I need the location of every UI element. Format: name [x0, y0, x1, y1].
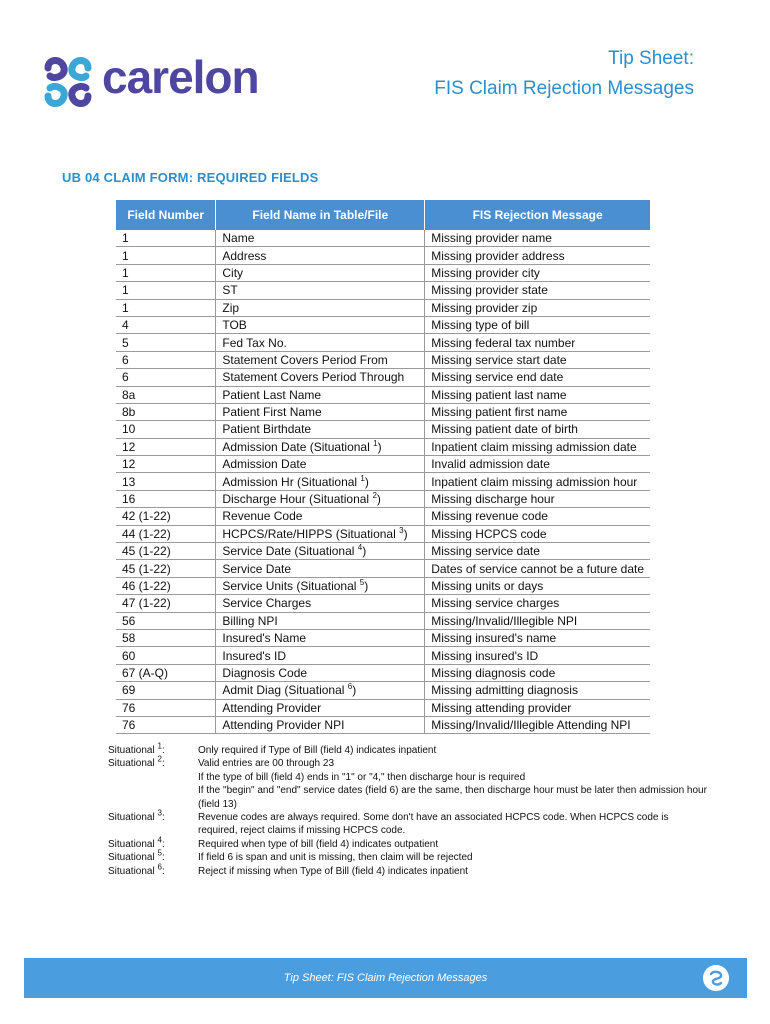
carelon-logo-mark-icon [40, 54, 96, 110]
field-number-cell: 44 (1-22) [116, 525, 216, 542]
rejection-message-cell: Missing provider state [425, 282, 650, 299]
table-row [116, 369, 650, 386]
field-name-cell [216, 612, 425, 629]
rejection-message-cell: Invalid admission date [425, 456, 650, 473]
field-number-cell: 12 [116, 438, 216, 455]
field-number-cell: 1 [116, 264, 216, 281]
footnote-text: Revenue codes are always required. Some don't have an associated HCPCS code. When HCPCS code is required, reject claims if missing HCPCS code. [198, 812, 669, 837]
table-body [116, 230, 650, 734]
field-name-cell: HCPCS/Rate/HIPPS (Situational $^3$) [216, 525, 425, 542]
footnote-number: 4 [157, 835, 162, 845]
field-name-cell [216, 316, 425, 333]
field-number-cell: 13 [116, 473, 216, 490]
footnote-text: Valid entries are 00 through 23 [198, 758, 335, 770]
field-name-text: Patient Birthdate [222, 422, 312, 437]
footnote-number: 6 [157, 862, 162, 872]
field-name-cell [216, 421, 425, 438]
footnote-number: 2 [157, 755, 162, 765]
rejection-message-cell: Missing provider zip [425, 299, 650, 316]
rejection-message-cell: Missing diagnosis code [425, 664, 650, 681]
logo-wordmark: carelon [102, 51, 259, 103]
footnote-text: Only required if Type of Bill (field 4) indicates inpatient [198, 745, 437, 756]
field-name-text: Admission Hr (Situational [222, 474, 358, 489]
field-number-cell: 67 (A-Q) [116, 664, 216, 681]
footnote-text: Required when type of bill (field 4) indicates outpatient [198, 838, 439, 850]
column-header-field-number: Field Number [116, 200, 216, 230]
field-name-text: Service Charges [222, 596, 312, 611]
field-name-text: Patient Last Name [222, 387, 322, 402]
footnote-label: Situational $^2$: [108, 755, 165, 770]
field-name-cell [216, 647, 425, 664]
field-number-cell: 6 [116, 351, 216, 368]
field-name-cell: Admission Hr (Situational $^1$) [216, 473, 425, 490]
table-row [116, 438, 650, 455]
field-name-cell: Admission Date (Situational $^1$) [216, 438, 425, 455]
field-number-cell: 76 [116, 699, 216, 716]
rejection-message-cell: Missing admitting diagnosis [425, 682, 650, 699]
field-name-text: Insured's Name [222, 631, 307, 646]
field-name-cell [216, 456, 425, 473]
table-row [116, 351, 650, 368]
table-row [116, 560, 650, 577]
footnote-reference: 2 [372, 491, 377, 501]
field-name-text: Patient First Name [222, 405, 322, 420]
footnote-reference: 5 [359, 578, 365, 587]
rejection-message-cell: Missing service end date [425, 369, 650, 386]
field-name-cell [216, 369, 425, 386]
rejection-message-cell: Missing patient last name [425, 386, 650, 403]
table-row [116, 664, 650, 681]
field-number-cell: 45 (1-22) [116, 543, 216, 560]
footnote-number: 5 [157, 848, 162, 858]
footer-bar [24, 958, 747, 998]
rejection-message-cell: Missing patient first name [425, 403, 650, 420]
field-name-text: Name [222, 231, 255, 246]
field-number-cell: 76 [116, 716, 216, 733]
footer-text: Tip Sheet: FIS Claim Rejection Messages [283, 972, 488, 984]
footnote-label: Situational $^5$: [108, 848, 165, 864]
footnote-reference: 1 [360, 473, 365, 483]
footnote-label: Situational $^1$: [108, 741, 165, 756]
rejection-message-cell: Missing service start date [425, 351, 650, 368]
field-number-cell: 8b [116, 403, 216, 420]
field-name-text: Diagnosis Code [222, 665, 308, 680]
field-name-cell [216, 664, 425, 681]
field-name-cell: Discharge Hour (Situational $^2$) [216, 490, 425, 507]
rejection-message-cell: Missing units or days [425, 577, 650, 594]
field-name-text: City [222, 265, 244, 280]
footnote-label-text: Situational [108, 812, 155, 824]
table-row [116, 386, 650, 403]
field-number-cell: 10 [116, 421, 216, 438]
rejection-message-cell: Inpatient claim missing admission hour [425, 473, 650, 490]
rejection-table [116, 200, 650, 734]
field-number-cell: 6 [116, 369, 216, 386]
table-row [116, 456, 650, 473]
footnote-reference: 6 [347, 682, 353, 692]
field-number-cell: 69 [116, 682, 216, 699]
rejection-message-cell: Dates of service cannot be a future date [425, 560, 650, 577]
field-number-cell: 45 (1-22) [116, 560, 216, 577]
field-name-text: Attending Provider NPI [222, 718, 345, 733]
table-row [116, 403, 650, 420]
field-name-cell: Admit Diag (Situational $^6$) [216, 682, 425, 699]
table-row [116, 473, 650, 490]
footnote-number: 3 [157, 808, 162, 818]
footnote-row [108, 784, 708, 811]
field-name-text: Revenue Code [222, 509, 303, 524]
field-name-text: ST [222, 283, 238, 298]
field-number-cell: 4 [116, 316, 216, 333]
rejection-message-cell: Missing type of bill [425, 316, 650, 333]
table-header-row [116, 200, 650, 230]
column-header-field-name: Field Name in Table/File [216, 200, 425, 230]
footnote-label [108, 784, 198, 811]
rejection-message-cell: Missing service date [425, 543, 650, 560]
field-number-cell: 42 (1-22) [116, 508, 216, 525]
footnote-label: Situational $^4$: [108, 835, 165, 850]
footnote-label: Situational $^6$: [108, 862, 165, 877]
column-header-rejection-message: FIS Rejection Message [425, 200, 650, 230]
field-number-cell: 1 [116, 282, 216, 299]
field-name-cell: Service Units (Situational $^5$) [216, 577, 425, 594]
footnote-label-text: Situational [108, 865, 155, 877]
field-number-cell: 8a [116, 386, 216, 403]
table-row [116, 525, 650, 542]
field-name-text: Zip [222, 300, 240, 315]
field-name-cell [216, 334, 425, 351]
rejection-message-cell: Missing insured's name [425, 629, 650, 646]
footnote-text: If the type of bill (field 4) ends in "1" or "4," then discharge hour is required [198, 771, 526, 783]
footnote-label-text: Situational [108, 745, 155, 756]
field-name-text: HCPCS/Rate/HIPPS (Situational [222, 526, 396, 541]
rejection-message-cell: Missing HCPCS code [425, 525, 650, 542]
field-name-text: Admission Date (Situational [222, 439, 370, 454]
field-name-cell [216, 403, 425, 420]
section-heading: UB 04 CLAIM FORM: REQUIRED FIELDS [62, 170, 319, 185]
field-number-cell: 58 [116, 629, 216, 646]
field-name-cell [216, 230, 425, 247]
footnotes [108, 741, 708, 878]
rejection-message-cell: Missing insured's ID [425, 647, 650, 664]
footnote-label-text: Situational [108, 758, 155, 770]
table-row [116, 682, 650, 699]
footnote-text: If the "begin" and "end" service dates (field 6) are the same, then discharge hour must be later then admission hour (field 13) [198, 785, 707, 810]
field-number-cell: 16 [116, 490, 216, 507]
table-row [116, 595, 650, 612]
field-number-cell: 5 [116, 334, 216, 351]
field-name-cell [216, 386, 425, 403]
field-name-cell [216, 699, 425, 716]
field-name-text: Billing NPI [222, 613, 278, 628]
footnote-row [108, 741, 708, 757]
table-row [116, 716, 650, 733]
field-name-text: Service Date [222, 561, 292, 576]
footnote-row [108, 862, 708, 878]
footnote-number: 1 [157, 741, 162, 751]
rejection-message-cell: Missing attending provider [425, 699, 650, 716]
footnote-label [108, 771, 198, 784]
footnote-text: Reject if missing when Type of Bill (field 4) indicates inpatient [198, 865, 468, 877]
table-row [116, 647, 650, 664]
field-name-cell [216, 247, 425, 264]
page-title [434, 44, 694, 104]
footnote-label-text: Situational [108, 852, 155, 864]
table-row [116, 334, 650, 351]
table-row [116, 543, 650, 560]
field-number-cell: 56 [116, 612, 216, 629]
table-row [116, 264, 650, 281]
rejection-message-cell: Missing/Invalid/Illegible NPI [425, 612, 650, 629]
field-name-cell [216, 299, 425, 316]
field-name-text: Admission Date [222, 457, 307, 472]
field-name-cell [216, 560, 425, 577]
table-row [116, 247, 650, 264]
field-number-cell: 60 [116, 647, 216, 664]
table-row [116, 577, 650, 594]
footnote-row [108, 808, 708, 838]
field-name-cell [216, 629, 425, 646]
field-name-text: Admit Diag (Situational [222, 683, 345, 698]
field-name-cell [216, 351, 425, 368]
table-row [116, 230, 650, 247]
field-name-text: TOB [222, 318, 247, 333]
field-name-cell [216, 595, 425, 612]
field-name-text: Insured's ID [222, 648, 287, 663]
field-name-text: Fed Tax No. [222, 335, 287, 350]
rejection-message-cell: Missing provider name [425, 230, 650, 247]
field-name-cell: Service Date (Situational $^4$) [216, 543, 425, 560]
title-line-1: Tip Sheet: [608, 48, 694, 69]
field-number-cell: 46 (1-22) [116, 577, 216, 594]
carelon-logo [40, 51, 290, 110]
field-name-text: Statement Covers Period From [222, 352, 388, 367]
table-row [116, 421, 650, 438]
table-row [116, 299, 650, 316]
footnote-label: Situational $^3$: [108, 808, 165, 824]
field-name-cell [216, 282, 425, 299]
carelon-footer-icon [703, 965, 729, 991]
rejection-message-cell: Missing provider address [425, 247, 650, 264]
footnote-row [108, 848, 708, 864]
table-row [116, 612, 650, 629]
field-name-text: Service Units (Situational [222, 579, 357, 593]
field-name-cell [216, 508, 425, 525]
footnote-reference: 4 [357, 543, 363, 553]
rejection-message-cell: Missing discharge hour [425, 490, 650, 507]
footnote-reference: 1 [373, 438, 378, 448]
title-line-2: FIS Claim Rejection Messages [434, 78, 694, 99]
rejection-message-cell: Missing/Invalid/Illegible Attending NPI [425, 716, 650, 733]
rejection-message-cell: Inpatient claim missing admission date [425, 438, 650, 455]
field-name-cell [216, 716, 425, 733]
table-row [116, 490, 650, 507]
field-name-text: Service Date (Situational [222, 544, 355, 559]
field-name-text: Statement Covers Period Through [222, 370, 405, 385]
footnote-row [108, 771, 708, 784]
table-row [116, 629, 650, 646]
field-number-cell: 1 [116, 299, 216, 316]
rejection-message-cell: Missing provider city [425, 264, 650, 281]
field-number-cell: 47 (1-22) [116, 595, 216, 612]
field-number-cell: 1 [116, 230, 216, 247]
footnote-label-text: Situational [108, 838, 155, 850]
table-row [116, 699, 650, 716]
rejection-message-cell: Missing service charges [425, 595, 650, 612]
footnote-text: If field 6 is span and unit is missing, then claim will be rejected [198, 852, 473, 864]
field-name-text: Discharge Hour (Situational [222, 492, 370, 507]
rejection-message-cell: Missing federal tax number [425, 334, 650, 351]
footnote-row [108, 757, 708, 770]
rejection-message-cell: Missing revenue code [425, 508, 650, 525]
footnote-reference: 3 [399, 525, 404, 535]
field-number-cell: 1 [116, 247, 216, 264]
rejection-message-cell: Missing patient date of birth [425, 421, 650, 438]
table-row [116, 282, 650, 299]
field-name-cell [216, 264, 425, 281]
field-name-text: Attending Provider [222, 700, 322, 715]
footnote-row [108, 835, 708, 851]
table-row [116, 508, 650, 525]
field-number-cell: 12 [116, 456, 216, 473]
table-row [116, 316, 650, 333]
field-name-text: Address [222, 248, 267, 263]
